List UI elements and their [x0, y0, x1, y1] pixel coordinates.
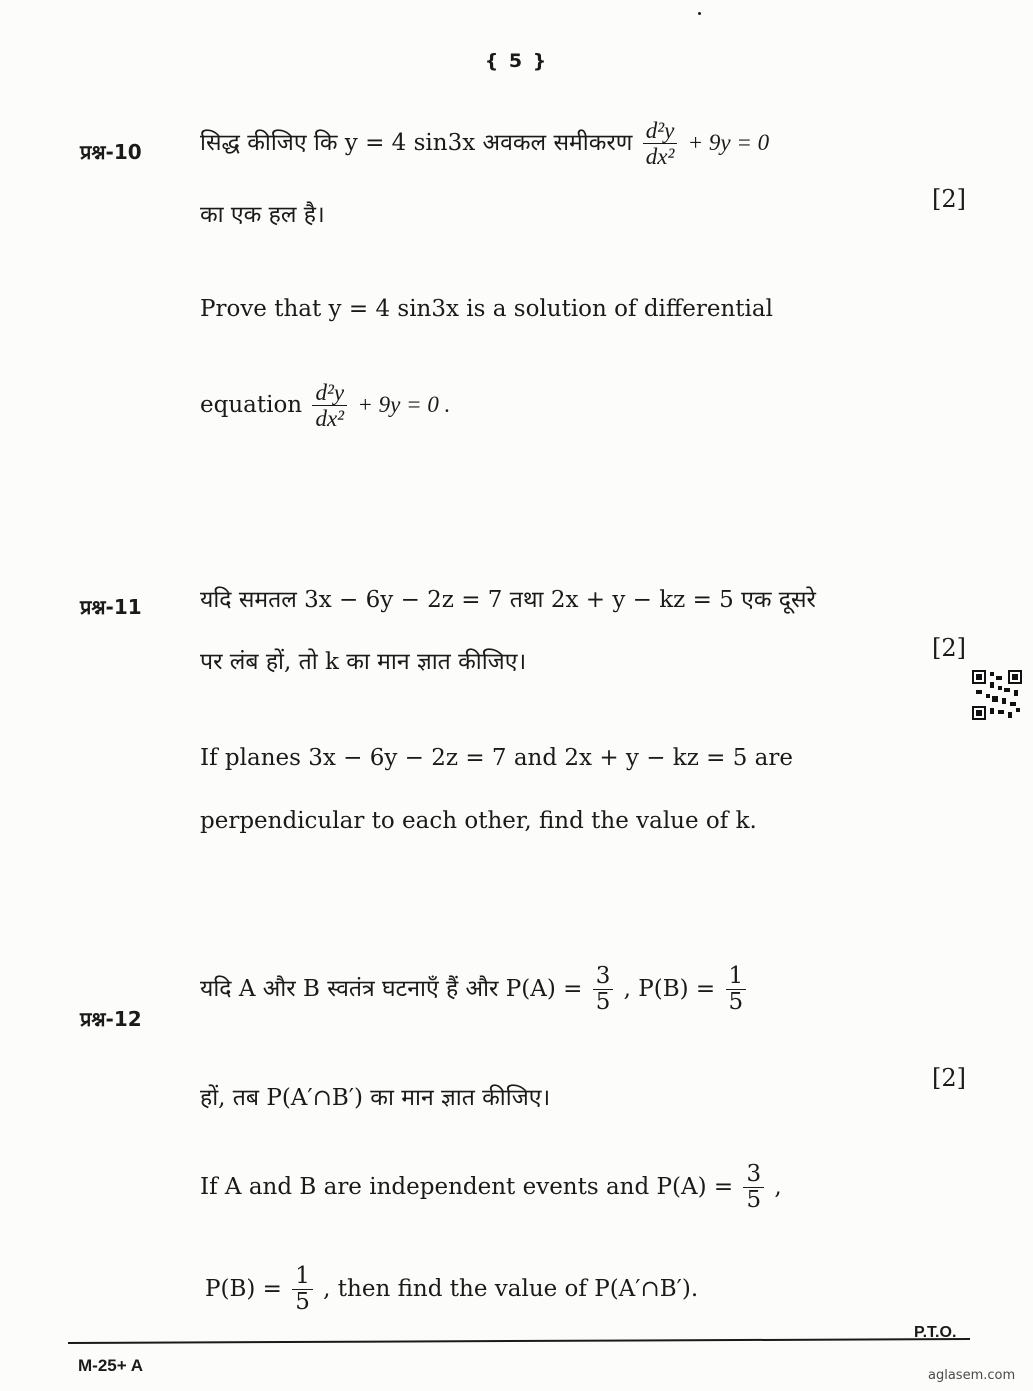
fraction-numerator: 3	[593, 964, 614, 990]
fraction-denominator: dx²	[645, 144, 675, 170]
english-statement-line1: Prove that y = 4 sin3x is a solution of differential	[200, 296, 773, 322]
marks-badge: [2]	[932, 185, 966, 213]
probability-fraction	[593, 964, 614, 1016]
english-text: equation	[200, 391, 303, 418]
hindi-statement-line1	[200, 964, 749, 1016]
english-statement-line2	[200, 380, 450, 432]
hindi-text: यदि A और B स्वतंत्र घटनाएँ हैं और P(A) =	[200, 975, 583, 1002]
hindi-statement-line2: हों, तब P(A′∩B′) का मान ज्ञात कीजिए।	[200, 1085, 551, 1111]
english-text: ,	[774, 1173, 782, 1200]
fraction-numerator: d²y	[643, 118, 678, 144]
pto-label: P.T.O.	[914, 1324, 957, 1341]
hindi-statement-line2: का एक हल है।	[200, 202, 325, 228]
fraction-numerator: 3	[743, 1162, 764, 1188]
probability-fraction	[743, 1162, 764, 1214]
scan-speck	[698, 12, 701, 15]
hindi-statement-line1	[200, 118, 769, 170]
derivative-fraction	[643, 118, 678, 170]
fraction-denominator: 5	[595, 989, 611, 1016]
equation-suffix: + 9y = 0 .	[357, 391, 451, 417]
equation-suffix: + 9y = 0	[687, 129, 770, 155]
watermark: aglasem.com	[928, 1368, 1016, 1383]
english-text: If A and B are independent events and P(A) =	[200, 1173, 734, 1200]
fraction-numerator: d²y	[312, 380, 347, 406]
fraction-denominator: 5	[295, 1289, 310, 1316]
english-statement-line2	[205, 1264, 698, 1316]
qr-code	[972, 670, 1022, 720]
hindi-text: , P(B) =	[623, 975, 716, 1002]
english-text: , then find the value of P(A′∩B′).	[323, 1275, 699, 1302]
hindi-statement-line1: यदि समतल 3x − 6y − 2z = 7 तथा 2x + y − kz = 5 एक दूसरे	[200, 587, 816, 613]
probability-fraction	[292, 1264, 313, 1316]
paper-code: M-25+ A	[78, 1356, 144, 1375]
fraction-denominator: 5	[728, 989, 744, 1016]
probability-fraction	[726, 964, 747, 1016]
english-text: P(B) =	[205, 1275, 282, 1302]
derivative-fraction	[312, 380, 347, 432]
question-label: प्रश्न-11	[80, 595, 142, 619]
fraction-denominator: 5	[746, 1187, 762, 1214]
page-number: { 5 }	[484, 50, 549, 72]
hindi-statement-line2: पर लंब हों, तो k का मान ज्ञात कीजिए।	[200, 649, 527, 675]
question-label: प्रश्न-10	[80, 140, 142, 164]
english-statement-line2: perpendicular to each other, find the value of k.	[200, 808, 757, 834]
marks-badge: [2]	[932, 1064, 966, 1092]
fraction-numerator: 1	[292, 1264, 313, 1290]
footer-rule	[68, 1338, 970, 1344]
question-label: प्रश्न-12	[80, 1007, 142, 1031]
fraction-denominator: dx²	[315, 406, 345, 432]
english-statement-line1: If planes 3x − 6y − 2z = 7 and 2x + y − kz = 5 are	[200, 745, 794, 771]
hindi-text: सिद्ध कीजिए कि y = 4 sin3x अवकल समीकरण	[200, 129, 633, 156]
english-statement-line1	[200, 1162, 782, 1214]
fraction-numerator: 1	[726, 964, 747, 990]
marks-badge: [2]	[932, 634, 966, 662]
